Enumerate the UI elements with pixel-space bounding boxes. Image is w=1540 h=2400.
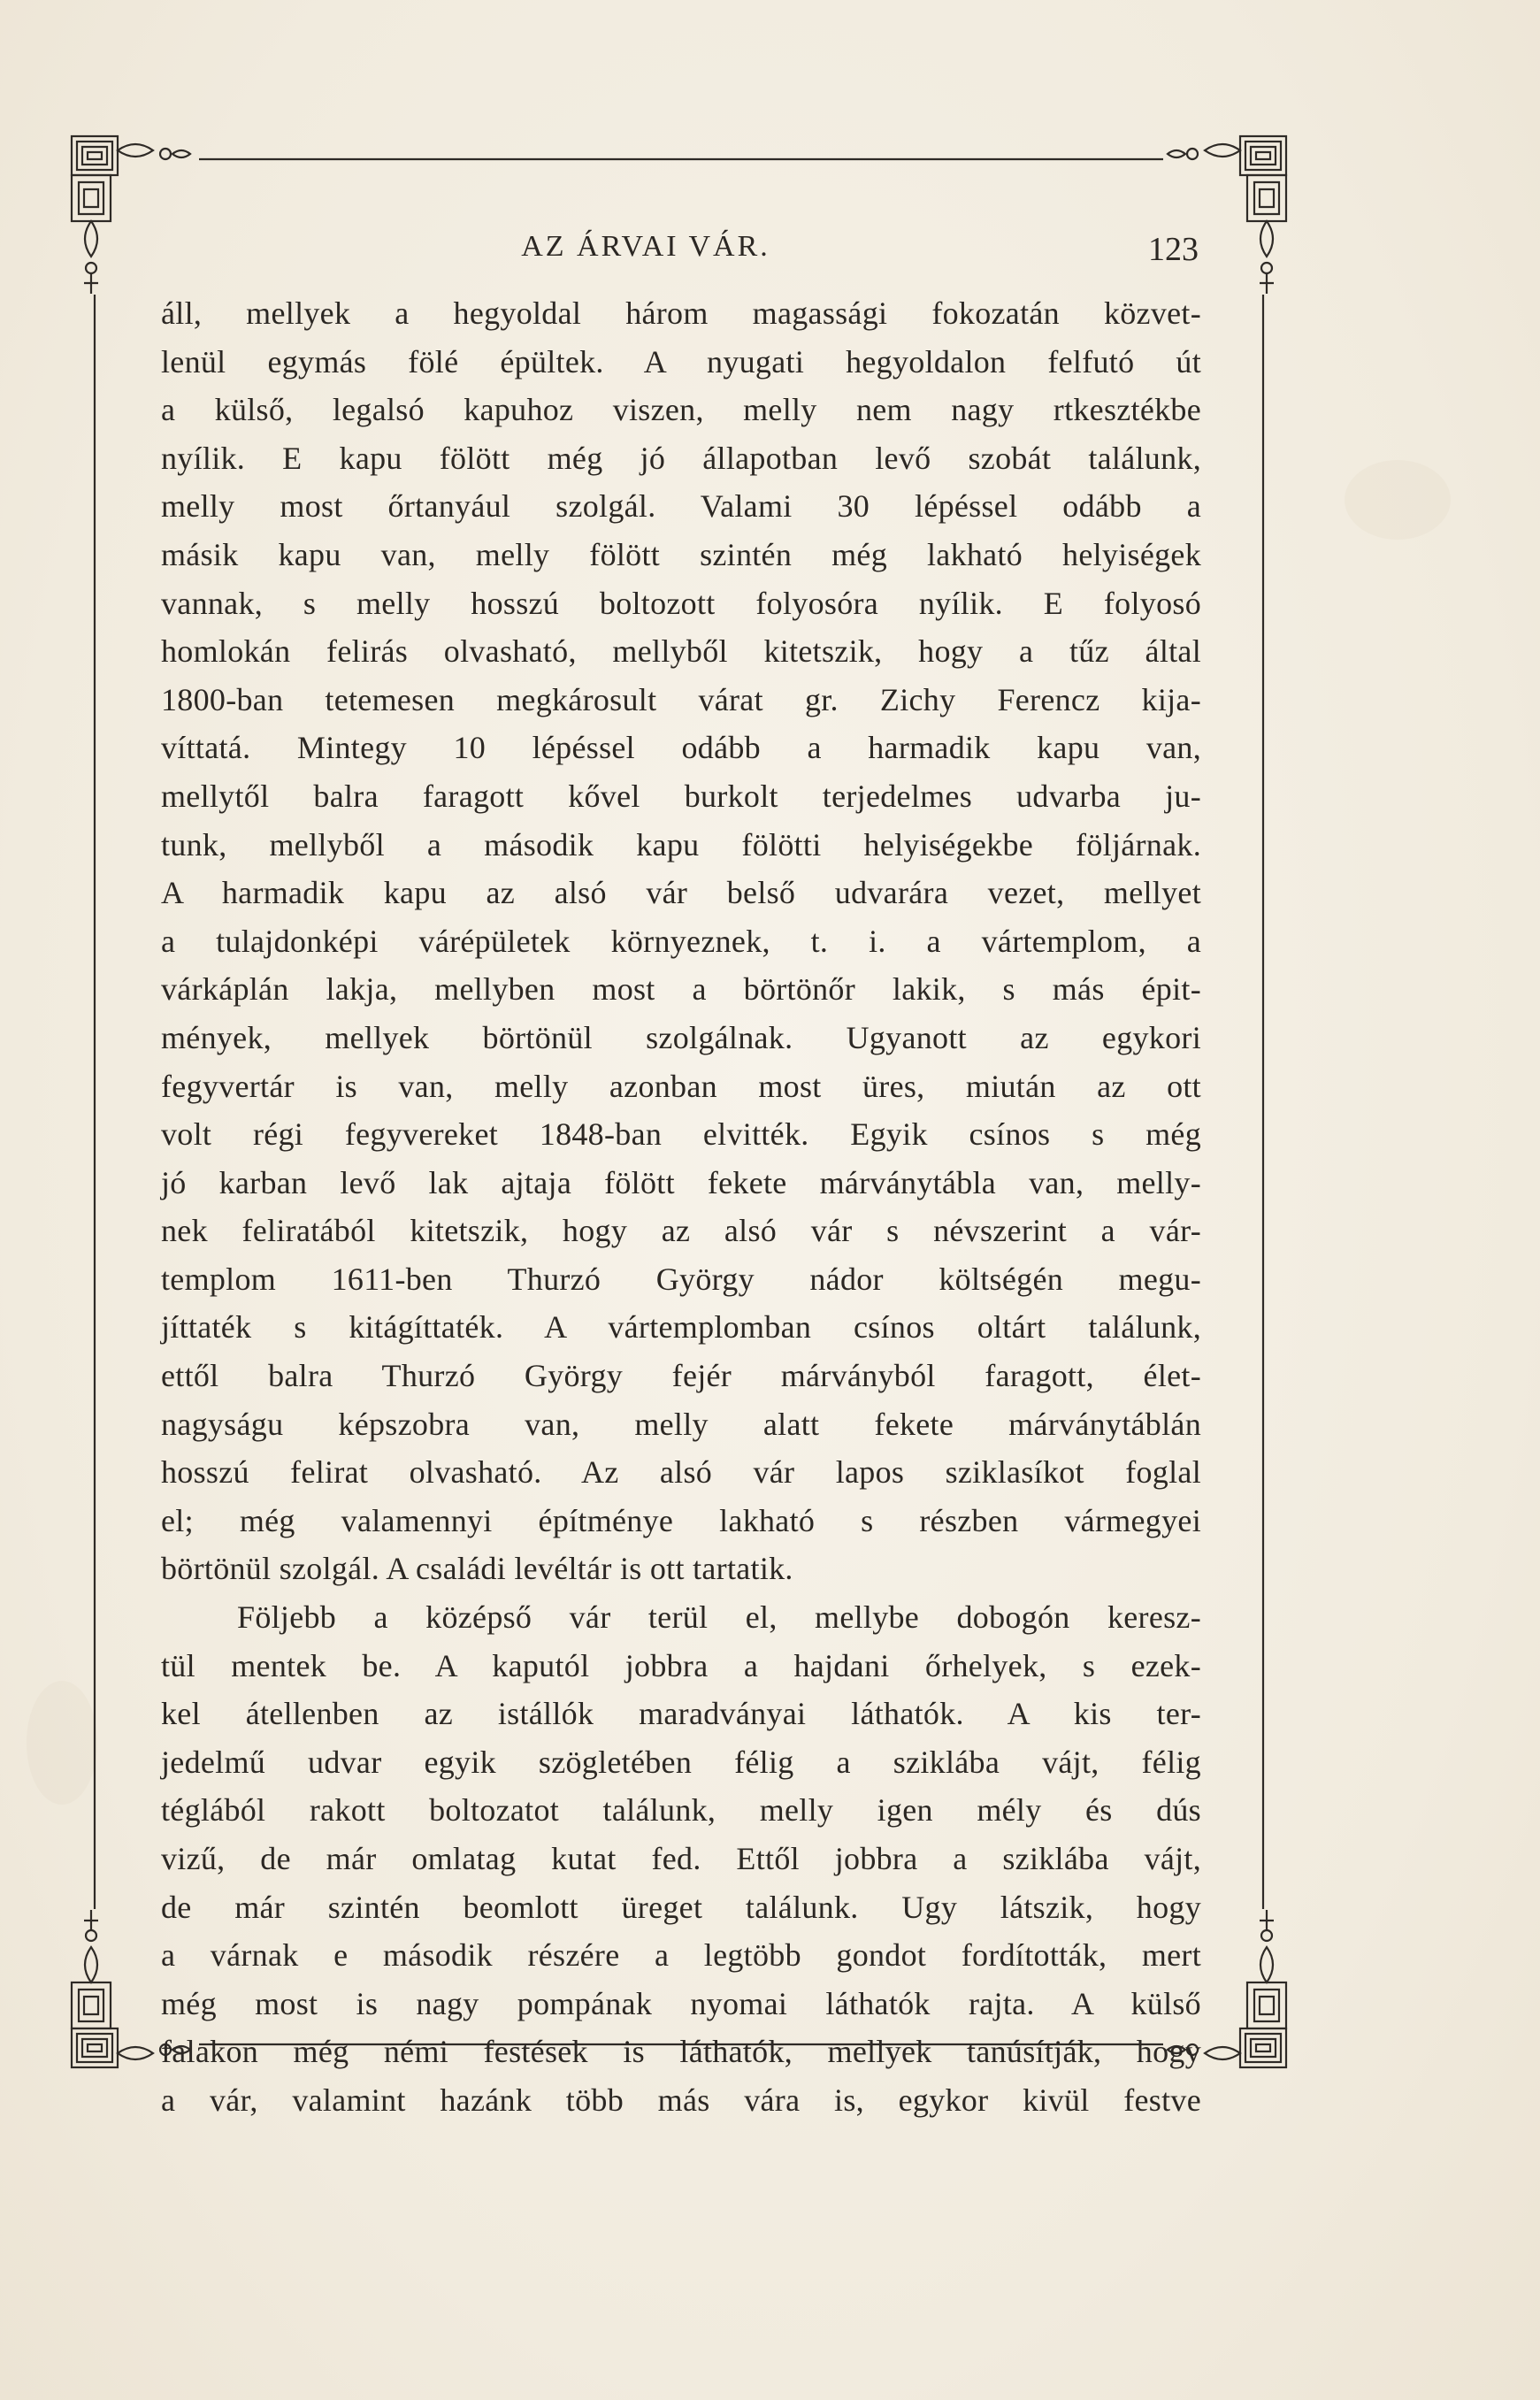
text-line: mények, mellyek börtönül szolgálnak. Ugyanott az egykori	[161, 1019, 1201, 1055]
text-line: ettől balra Thurzó György fejér márványból faragott, élet-	[161, 1358, 1201, 1394]
text-line: tül mentek be. A kaputól jobbra a hajdani őrhelyek, s ezek-	[161, 1647, 1201, 1683]
text-line: 1800-ban tetemesen megkárosult várat gr. Zichy Ferencz kija-	[161, 681, 1201, 717]
text-line: A harmadik kapu az alsó vár belső udvarára vezet, mellyet	[161, 875, 1201, 911]
page-number: 123	[1148, 231, 1199, 268]
text-line: a tulajdonképi várépületek környeznek, t. i. a vártemplom, a	[161, 923, 1201, 959]
text-line: lenül egymás fölé épültek. A nyugati hegyoldalon felfutó út	[161, 343, 1201, 380]
text-line: várkáplán lakja, mellyben most a börtönőr lakik, s más épit-	[161, 971, 1201, 1008]
text-line: templom 1611-ben Thurzó György nádor költségén megu-	[161, 1261, 1201, 1297]
text-line: víttatá. Mintegy 10 lépéssel odább a harmadik kapu van,	[161, 730, 1201, 766]
text-line: vannak, s melly hosszú boltozott folyosóra nyílik. E folyosó	[161, 585, 1201, 621]
text-line: jó karban levő lak ajtaja fölött fekete márványtábla van, melly-	[161, 1164, 1201, 1200]
text-line: melly most őrtanyául szolgál. Valami 30 lépéssel odább a	[161, 488, 1201, 525]
text-line: vizű, de már omlatag kutat fed. Ettől jobbra a sziklába vájt,	[161, 1841, 1201, 1876]
text-line: még most is nagy pompának nyomai láthatók rajta. A külső	[161, 1985, 1201, 2021]
text-line: kel átellenben az istállók maradványai láthatók. A kis ter-	[161, 1696, 1201, 1732]
text-line: téglából rakott boltozatot találunk, melly igen mély és dús	[161, 1792, 1201, 1829]
text-line: a külső, legalsó kapuhoz viszen, melly nem nagy rtkesztékbe	[161, 392, 1201, 428]
text-line: a vár, valamint hazánk több más vára is, egykor kivül festve	[161, 2082, 1201, 2118]
text-line: áll, mellyek a hegyoldal három magassági fokozatán közvet-	[161, 295, 1201, 331]
page-title: AZ ÁRVAI VÁR.	[521, 230, 770, 263]
text-line: fegyvertár is van, melly azonban most üres, miután az ott	[161, 1068, 1201, 1104]
text-line: hosszú felirat olvasható. Az alsó vár lapos sziklasíkot foglal	[161, 1454, 1201, 1491]
text-line: de már szintén beomlott üreget találunk. Ugy látszik, hogy	[161, 1889, 1201, 1925]
body-text	[161, 289, 1201, 2125]
text-line: jedelmű udvar egyik szögletében félig a sziklába vájt, félig	[161, 1744, 1201, 1780]
text-line: tunk, mellyből a második kapu fölötti helyiségekbe följárnak.	[161, 826, 1201, 863]
corner-ornament-top-left	[72, 136, 190, 294]
text-line: börtönül szolgál. A családi levéltár is ott tartatik.	[161, 1551, 793, 1587]
text-line: másik kapu van, melly fölött szintén még lakható helyiségek	[161, 536, 1201, 572]
corner-ornament-top-right	[1168, 136, 1286, 294]
text-line: nagyságu képszobra van, melly alatt fekete márványtáblán	[161, 1406, 1201, 1442]
text-line: mellytől balra faragott kővel burkolt terjedelmes udvarba ju-	[161, 778, 1201, 814]
text-line: volt régi fegyvereket 1848-ban elvitték. Egyik csínos s még	[161, 1116, 1201, 1153]
text-line: nyílik. E kapu fölött még jó állapotban levő szobát találunk,	[161, 440, 1201, 476]
text-line: jíttaték s kitágíttaték. A vártemplomban csínos oltárt találunk,	[161, 1309, 1201, 1346]
text-line: homlokán felirás olvasható, mellyből kitetszik, hogy a tűz által	[161, 633, 1201, 670]
text-line: nek feliratából kitetszik, hogy az alsó vár s névszerint a vár-	[161, 1213, 1201, 1249]
paper-stain	[1345, 460, 1451, 540]
text-line: a várnak e második részére a legtöbb gondot fordították, mert	[161, 1937, 1201, 1974]
running-head	[93, 230, 1199, 268]
text-line: el; még valamennyi építménye lakható s részben vármegyei	[161, 1502, 1201, 1538]
text-line: falakon még némi festések is láthatók, mellyek tanúsítják, hogy	[161, 2034, 1201, 2070]
text-line: Följebb a középső vár terül el, mellybe dobogón keresz-	[237, 1599, 1201, 1636]
